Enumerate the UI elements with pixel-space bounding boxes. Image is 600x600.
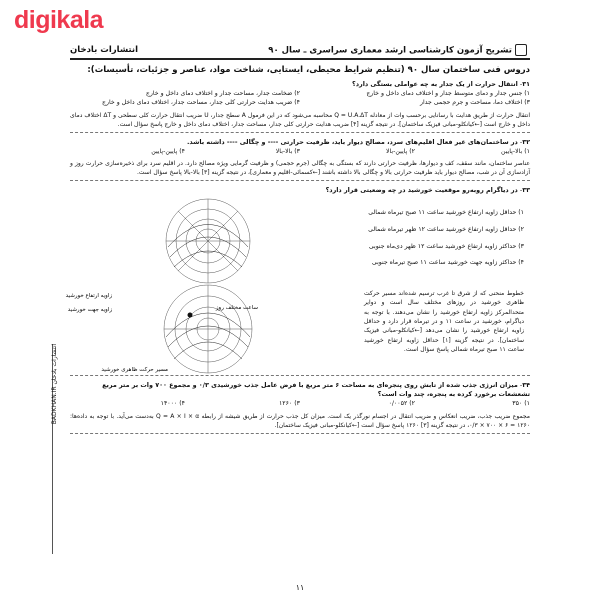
q33-option-4: ۴) حداکثر زاویه جهت خورشید ساعت ۱۱ صبح تیرماه جنوبی xyxy=(371,259,524,267)
question-34: ۳۴- میزان انرژی جذب شده از تابش روی پنجره‌ای به مساحت ۶ متر مربع با فرض عامل جذب خورشیدی ۰/۳ و مجموع ۷۰۰ وات بر متر مربع تشعشعات برخورد کرده به پنجره، چند وات است؟ ۱) ۳۵۰ ۲) ۰/۰۰۵۲ ۳) ۱۲۶۰ ۴) ۱۴۰۰۰ مجموع ضریب جذب، ضریب انعکاس و ضریب انتقال در اجسام نورگذر یک است. میزان کل جذب حرارت از طریق شیشه از رابطه Q = A × I × α به‌دست می‌آید. با توجه به داده‌ها: ۱۲۶۰ = ۶ × ۷۰۰ × ۰/۳، در نتیجه گزینه [۳] ۱۲۶۰ پاسخ سؤال است [←کیانکلو-مبانی فیزیک ساختمان]. xyxy=(70,381,530,433)
sun-path-diagram-top xyxy=(166,199,250,283)
label-hours: ساعت مختلف روز xyxy=(215,305,258,312)
q32-answer: عناصر ساختمان، مانند سقف، کف و دیوارها، ظرفیت حرارتی دارند که بستگی به چگالی (جرم حجمی) و ظرفیت گرمایی ویژه مصالح دارد. در اقلیم سرد برای ذخیره‌سازی حرارت روز و آزادسازی آن در شب، مصالح دیوار باید ظرفیت حرارتی بالا و چگالی بالا داشته باشند [←کسمائی-اقلیم و معماری]، در نتیجه گزینه [۳] بالا-بالا پاسخ سؤال است. xyxy=(70,159,530,181)
question-32: ۳۲- در ساختمان‌های غیر فعال اقلیم‌های سرد، مصالح دیوار باید، ظرفیت حرارتی ---- و چگالی ---- داشته باشد. ۱) بالا-پایین ۲) پایین-بالا ۳) بالا-بالا ۴) پایین-پایین عناصر ساختمان، مانند سقف، کف و دیوارها، ظرفیت حرارتی دارند که بستگی به چگالی (جرم حجمی) و ظرفیت گرمایی ویژه مصالح دارد. در اقلیم سرد برای ذخیره‌سازی حرارت روز و آزادسازی آن در شب، مصالح دیوار باید ظرفیت حرارتی بالا و چگالی بالا داشته باشند [←کسمائی-اقلیم و معماری]، در نتیجه گزینه [۳] بالا-بالا پاسخ سؤال است. xyxy=(70,138,530,181)
q31-option-3: ۳) اختلاف دما، مساحت و جرم حجمی جدار xyxy=(420,99,530,107)
q33-option-2: ۲) حداقل زاویه ارتفاع خورشید ساعت ۱۲ ظهر تیرماه شمالی xyxy=(368,225,524,233)
q31-answer: انتقال حرارت از طریق هدایت با رسانایی برحسب وات از معادله Q = U.A.ΔT محاسبه می‌شود که در این فرمول A سطح جدار، U ضریب انتقال حرارت کلی سطحی و ΔT اختلاف دمای داخل و خارج است [←کیانکلو-مبانی فیزیک ساختمان]. در نتیجه گزینه [۴] ضریب هدایت حرارتی کلی جدار، مساحت جدار، اختلاف دمای داخل و خارج پاسخ سؤال است. xyxy=(70,111,530,133)
section-title: دروس فنی ساختمان سال ۹۰ (تنظیم شرایط محیطی، ایستایی، شناخت مواد، عناصر و جزئیات، تأسیسات): xyxy=(87,65,530,75)
q31-option-2: ۲) ضخامت جدار، مساحت جدار و اختلاف دمای داخل و خارج xyxy=(145,90,300,98)
sun-path-diagram-bottom xyxy=(164,285,252,373)
question-33: ۳۳- در دیاگرام روبه‌رو موقعیت خورشید در چه وضعیتی قرار دارد؟ ۱) حداقل زاویه ارتفاع خورشید ساعت ۱۱ صبح تیرماه شمالی ۲) حداقل زاویه ارتفاع خورشید ساعت ۱۲ ظهر تیرماه شمالی ۳) حداکثر زاویه ارتفاع خورشید ساعت ۱۲ ظهر دی‌ماه جنوبی ۴) حداکثر زاویه جهت خورشید ساعت ۱۱ صبح تیرماه جنوبی زاویه ارتفاع خورشید زاویه جهت خورشید ساعت مختلف روز مسیر حرکت ظاهری خورشید خطوط منحنی که از شرق تا غرب ترسیم شده‌اند مسیر حرکت ظاهری خورشید در روزهای مختلف سال است و دوایر متحدالمرکز زاویه ارتفاع خورشید را نشان می‌دهند. با توجه به دیاگرام، خورشید در ساعت ۱۱ و در تیرماه قرار دارد و حداقل زاویه ارتفاع خورشید را نشان می‌دهد [←کیانکلو-مبانی فیزیک ساختمان]. در نتیجه گزینه [۱] حداقل زاویه ارتفاع خورشید ساعت ۱۱ صبح تیرماه شمالی پاسخ سؤال است. xyxy=(70,186,530,376)
question-31: ۳۱- انتقال حرارت از یک جدار به چه عواملی بستگی دارد؟ ۱) جنس جدار و دمای متوسط جدار و اختلاف دمای داخل و خارج ۲) ضخامت جدار، مساحت جدار و اختلاف دمای داخل و خارج ۳) اختلاف دما، مساحت و جرم حجمی جدار ۴) ضریب هدایت حرارتی کلی جدار، مساحت جدار، اختلاف دمای داخل و خارج انتقال حرارت از طریق هدایت با رسانایی برحسب وات از معادله Q = U.A.ΔT محاسبه می‌شود که در این فرمول A سطح جدار، U ضریب انتقال حرارت کلی سطحی و ΔT اختلاف دمای داخل و خارج است [←کیانکلو-مبانی فیزیک ساختمان]. در نتیجه گزینه [۴] ضریب هدایت حرارتی کلی جدار، مساحت جدار، اختلاف دمای داخل و خارج پاسخ سؤال است. xyxy=(70,80,530,133)
q32-option-2: ۲) پایین-بالا xyxy=(386,147,415,155)
q33-answer: خطوط منحنی که از شرق تا غرب ترسیم شده‌اند مسیر حرکت ظاهری خورشید در روزهای مختلف سال است و دوایر متحدالمرکز زاویه ارتفاع خورشید را نشان می‌دهند. با توجه به دیاگرام، خورشید در ساعت ۱۱ و در تیرماه قرار دارد و حداقل زاویه ارتفاع خورشید را نشان می‌دهد [←کیانکلو-مبانی فیزیک ساختمان]. در نتیجه گزینه [۱] حداقل زاویه ارتفاع خورشید ساعت ۱۱ صبح تیرماه شمالی پاسخ سؤال است. xyxy=(364,290,525,353)
label-sun-path: مسیر حرکت ظاهری خورشید xyxy=(101,367,168,374)
label-sun-azimuth: زاویه جهت خورشید xyxy=(67,307,112,314)
q31-option-4: ۴) ضریب هدایت حرارتی کلی جدار، مساحت جدار، اختلاف دمای داخل و خارج xyxy=(102,99,300,107)
q33-option-3: ۳) حداکثر زاویه ارتفاع خورشید ساعت ۱۲ ظهر دی‌ماه جنوبی xyxy=(368,242,524,250)
q33-option-1: ۱) حداقل زاویه ارتفاع خورشید ساعت ۱۱ صبح تیرماه شمالی xyxy=(368,209,524,217)
side-label: انتشارات بادخان BADKHAN.IR xyxy=(52,344,63,554)
page-header xyxy=(70,44,530,60)
sun-path-diagrams xyxy=(65,197,308,375)
q32-option-1: ۱) بالا-پایین xyxy=(501,147,530,155)
q34-option-2: ۲) ۰/۰۰۵۲ xyxy=(388,400,415,408)
q34-option-3: ۳) ۱۲۶۰ xyxy=(278,400,300,408)
badkhan-mark-icon xyxy=(515,44,527,56)
q32-option-3: ۳) بالا-بالا xyxy=(275,147,300,155)
q34-option-4: ۴) ۱۴۰۰۰ xyxy=(160,400,185,408)
q34-option-1: ۱) ۳۵۰ xyxy=(512,400,530,408)
book-page xyxy=(51,44,531,592)
digikala-logo: digikala xyxy=(14,6,104,34)
publisher-name: انتشارات بادخان xyxy=(70,45,139,55)
label-sun-altitude: زاویه ارتفاع خورشید xyxy=(65,293,112,300)
q31-option-1: ۱) جنس جدار و دمای متوسط جدار و اختلاف دمای داخل و خارج xyxy=(366,90,530,98)
page-number: ۱۱ xyxy=(295,583,305,592)
q34-answer: مجموع ضریب جذب، ضریب انعکاس و ضریب انتقال در اجسام نورگذر یک است. میزان کل جذب حرارت از طریق شیشه از رابطه Q = A × I × α به‌دست می‌آید. با توجه به داده‌ها: ۱۲۶۰ = ۶ × ۷۰۰ × ۰/۳، در نتیجه گزینه [۳] ۱۲۶۰ پاسخ سؤال است [←کیانکلو-مبانی فیزیک ساختمان]. xyxy=(70,412,530,434)
q32-option-4: ۴) پایین-پایین xyxy=(151,147,185,155)
header-title: تشریح آزمون کارشناسی ارشد معماری سراسری ـ سال ۹۰ xyxy=(268,44,530,56)
